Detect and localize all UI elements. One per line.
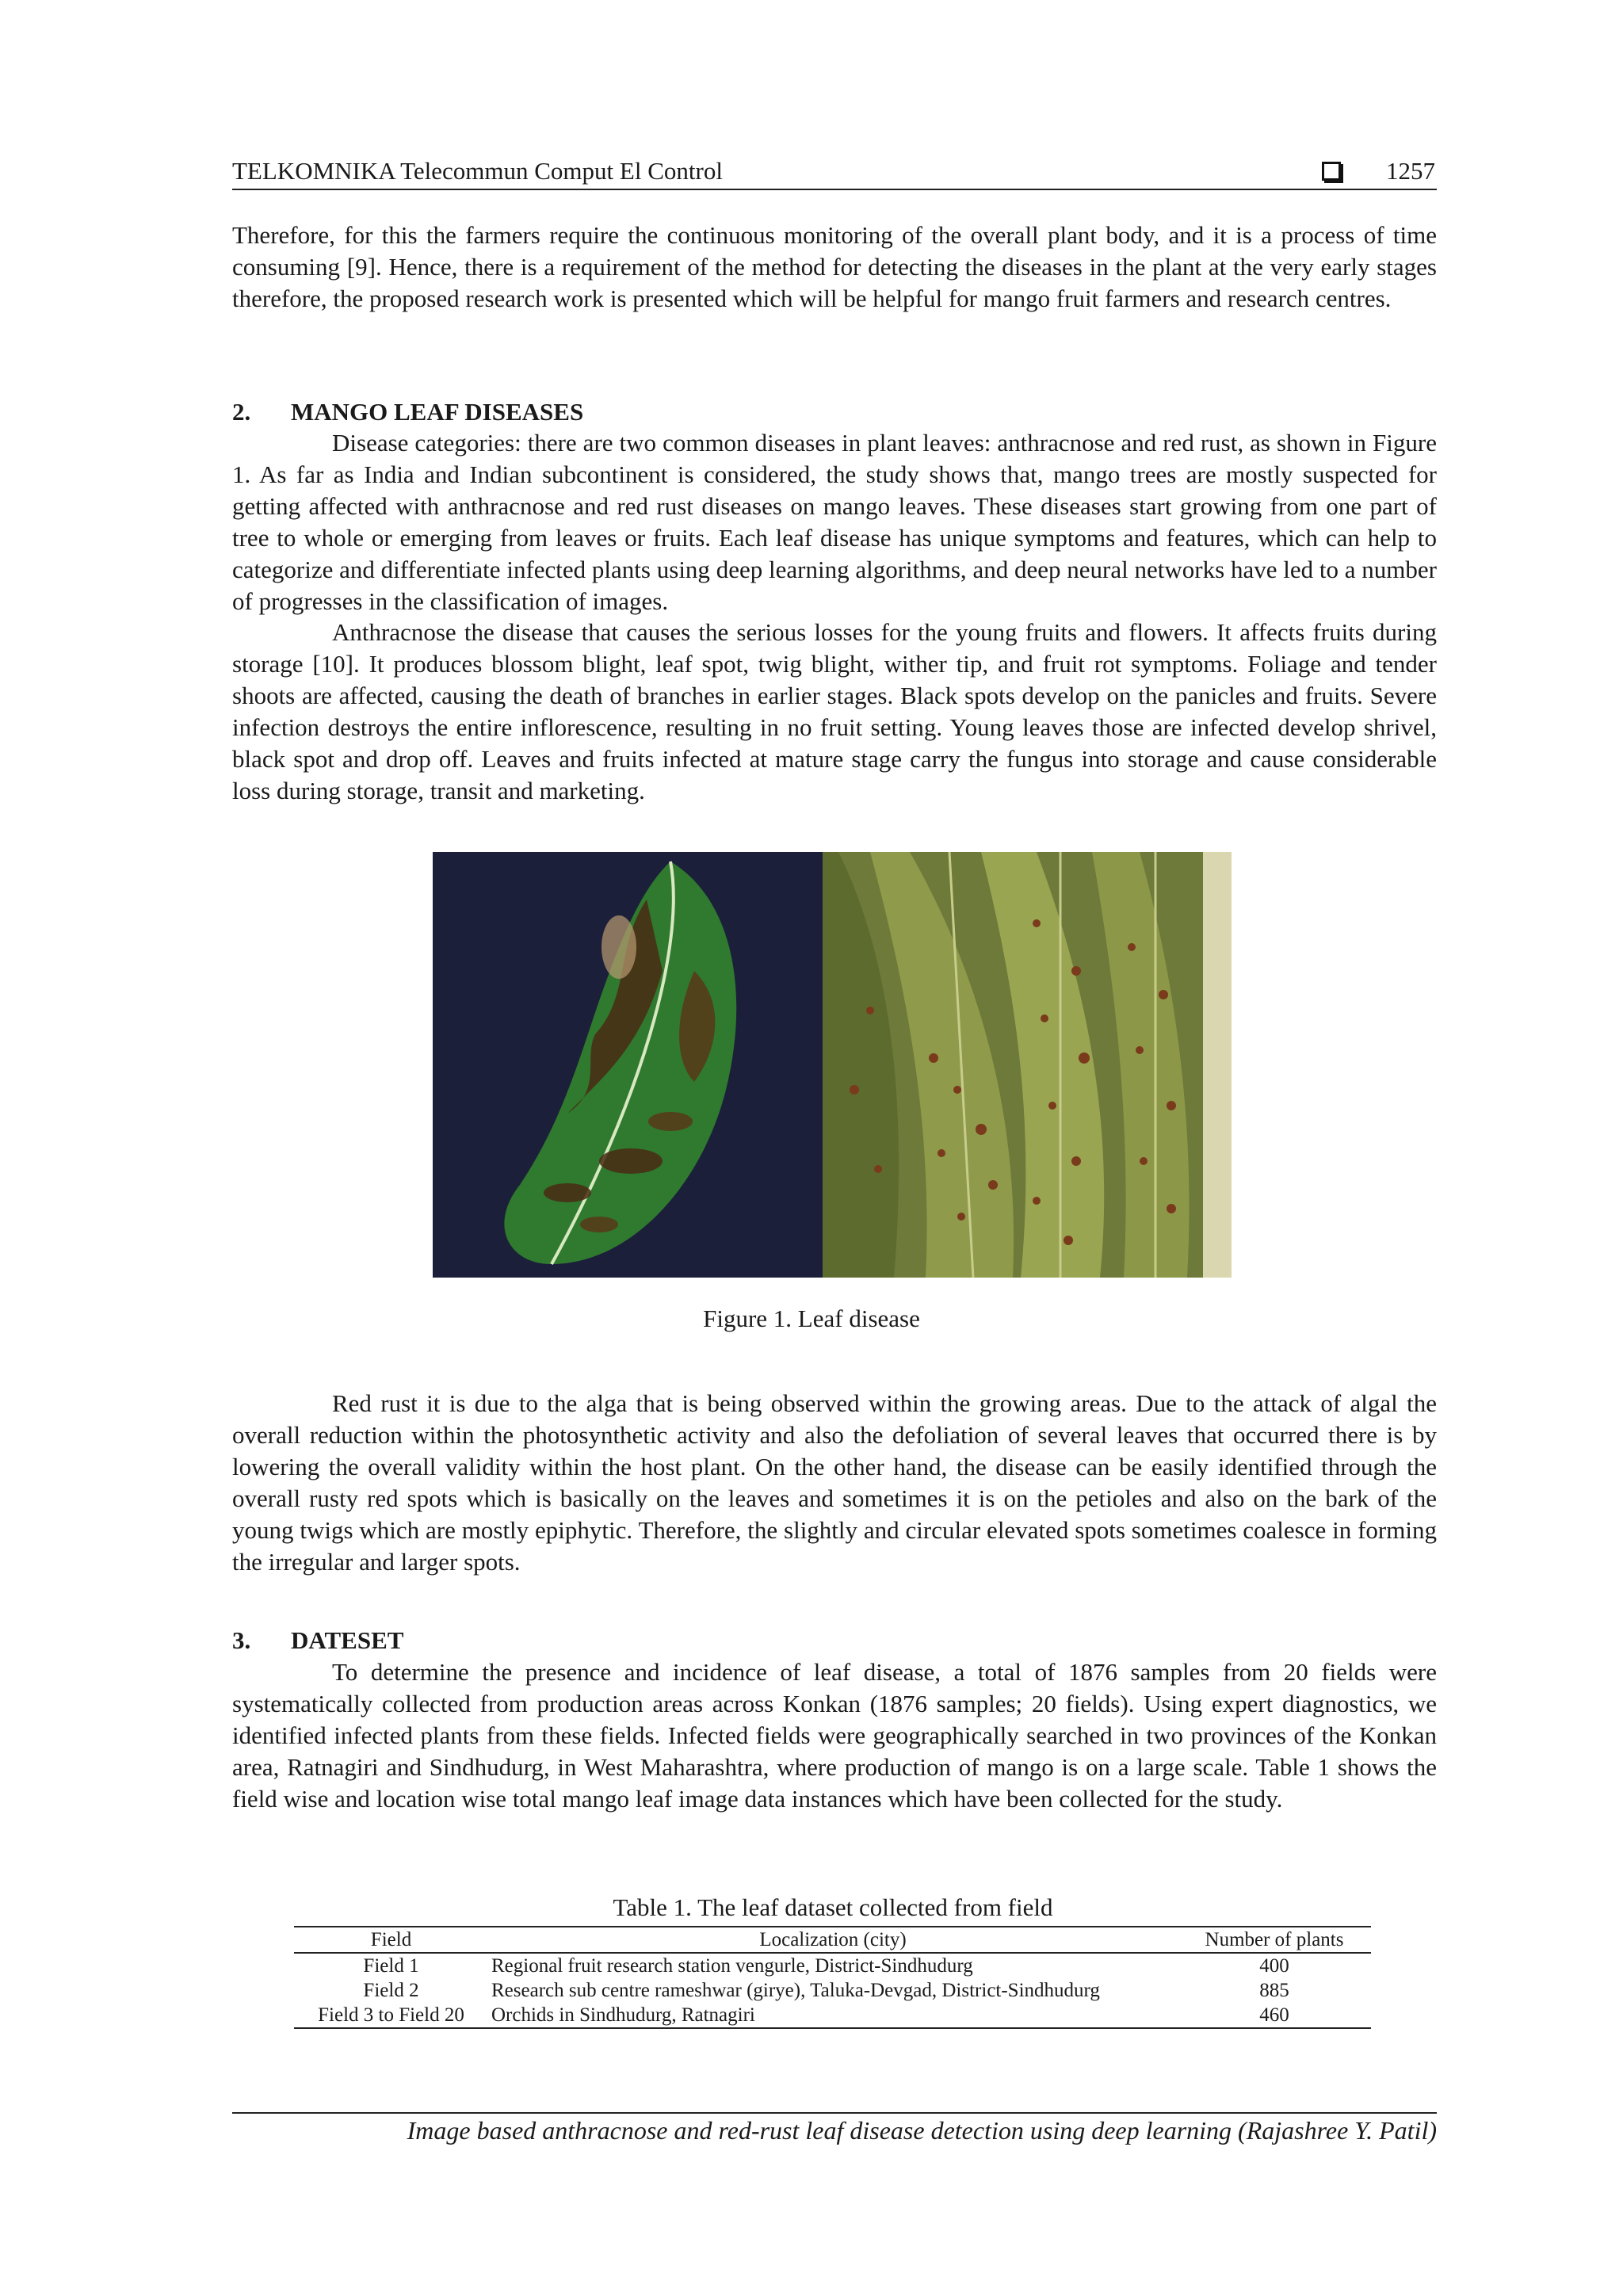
section-3-heading <box>232 1626 403 1655</box>
table-caption: Table 1. The leaf dataset collected from field <box>613 1893 1053 1921</box>
table-cell: Research sub centre rameshwar (girye), Taluka-Devgad, District-Sindhudurg <box>491 1980 1100 2001</box>
section-3-title: DATESET <box>291 1626 404 1654</box>
table-cell: Regional fruit research station vengurle, District-Sindhudurg <box>491 1955 973 1977</box>
table-cell: 460 <box>1178 2003 1371 2028</box>
page-number: 1257 <box>1386 157 1435 185</box>
section-2-heading <box>232 398 583 426</box>
section-2-paragraph-1: Disease categories: there are two common diseases in plant leaves: anthracnose and red rust, as shown in Figure 1. As far as India and Indian subcontinent is considered, the study shows that, mango trees are mostly suspected for getting affected with anthracnose and red rust diseases on mango leaves. These diseases start growing from one part of tree to whole or emerging from leaves or fruits. Each leaf disease has unique symptoms and features, which can help to categorize and differentiate infected plants using deep learning algorithms, and deep neural networks have led to a number of progresses in the classification of images. <box>232 429 1437 615</box>
figure-leaf-disease <box>433 852 1232 1278</box>
checkbox-square-icon <box>1322 162 1341 181</box>
table-row <box>294 2003 1371 2028</box>
running-footer: Image based anthracnose and red-rust leaf disease detection using deep learning (Rajashree Y. Patil) <box>407 2116 1437 2145</box>
journal-title: TELKOMNIKA Telecommun Comput El Control <box>232 157 723 185</box>
section-2-paragraph-2: Anthracnose the disease that causes the serious losses for the young fruits and flowers. It affects fruits during storage [10]. It produces blossom blight, leaf spot, twig blight, wither tip, and fruit rot symptoms. Foliage and tender shoots are affected, causing the death of branches in earlier stages. Black spots develop on the panicles and fruits. Severe infection destroys the entire inflorescence, resulting in no fruit setting. Young leaves those are infected develop shrivel, black spot and drop off. Leaves and fruits infected at mature stage carry the fungus into storage and cause considerable loss during storage, transit and marketing. <box>232 618 1437 804</box>
column-header: Number of plants <box>1178 1927 1371 1953</box>
section-3-number: 3. <box>232 1626 251 1654</box>
intro-paragraph: Therefore, for this the farmers require the continuous monitoring of the overall plant body, and it is a process of time consuming [9]. Hence, there is a requirement of the method for detecting the diseases in the plant at the very early stages therefore, the proposed research work is presented which will be helpful for mango fruit farmers and research centres. <box>232 221 1437 312</box>
table-cell: 400 <box>1259 1955 1289 1977</box>
footer-rule <box>232 2112 1437 2114</box>
section-2-number: 2. <box>232 398 251 426</box>
column-header: Localization (city) <box>488 1927 1178 1953</box>
table-row <box>294 1978 1371 2003</box>
table-row <box>294 1953 1371 1978</box>
table-cell: 885 <box>1259 1980 1289 2001</box>
table-cell: Field 3 to Field 20 <box>294 2003 488 2028</box>
section-2-title: MANGO LEAF DISEASES <box>291 398 584 426</box>
table-cell: Field 2 <box>363 1980 419 2001</box>
column-header: Field <box>294 1927 488 1953</box>
section-3-paragraph-1: To determine the presence and incidence of leaf disease, a total of 1876 samples from 20 fields were systematically collected from production areas across Konkan (1876 samples; 20 fields). Using expert diagnostics, we identified infected plants from these fields. Infected fields were geographically searched in two provinces of the Konkan area, Ratnagiri and Sindhudurg, in West Maharashtra, where production of mango is on a large scale. Table 1 shows the field wise and location wise total mango leaf image data instances which have been collected for the study. <box>232 1658 1437 1813</box>
running-header <box>232 155 1437 190</box>
anthracnose-leaf-photo <box>433 852 823 1278</box>
figure-caption: Figure 1. Leaf disease <box>703 1305 920 1332</box>
section-2-paragraph-3: Red rust it is due to the alga that is being observed within the growing areas. Due to the attack of algal the overall reduction within the photosynthetic activity and also the defoliation of several leaves that occurred there is by lowering the overall validity within the host plant. On the other hand, the disease can be easily identified through the overall rusty red spots which is basically on the leaves and sometimes it is on the petioles and also on the bark of the young twigs which are mostly epiphytic. Therefore, the slightly and circular elevated spots sometimes coalesce in forming the irregular and larger spots. <box>232 1389 1437 1576</box>
table-cell: Orchids in Sindhudurg, Ratnagiri <box>488 2003 1178 2028</box>
dataset-table <box>294 1926 1371 2029</box>
red-rust-leaf-photo <box>823 852 1232 1278</box>
table-cell: Field 1 <box>363 1955 419 1977</box>
table-header-row <box>294 1927 1371 1953</box>
